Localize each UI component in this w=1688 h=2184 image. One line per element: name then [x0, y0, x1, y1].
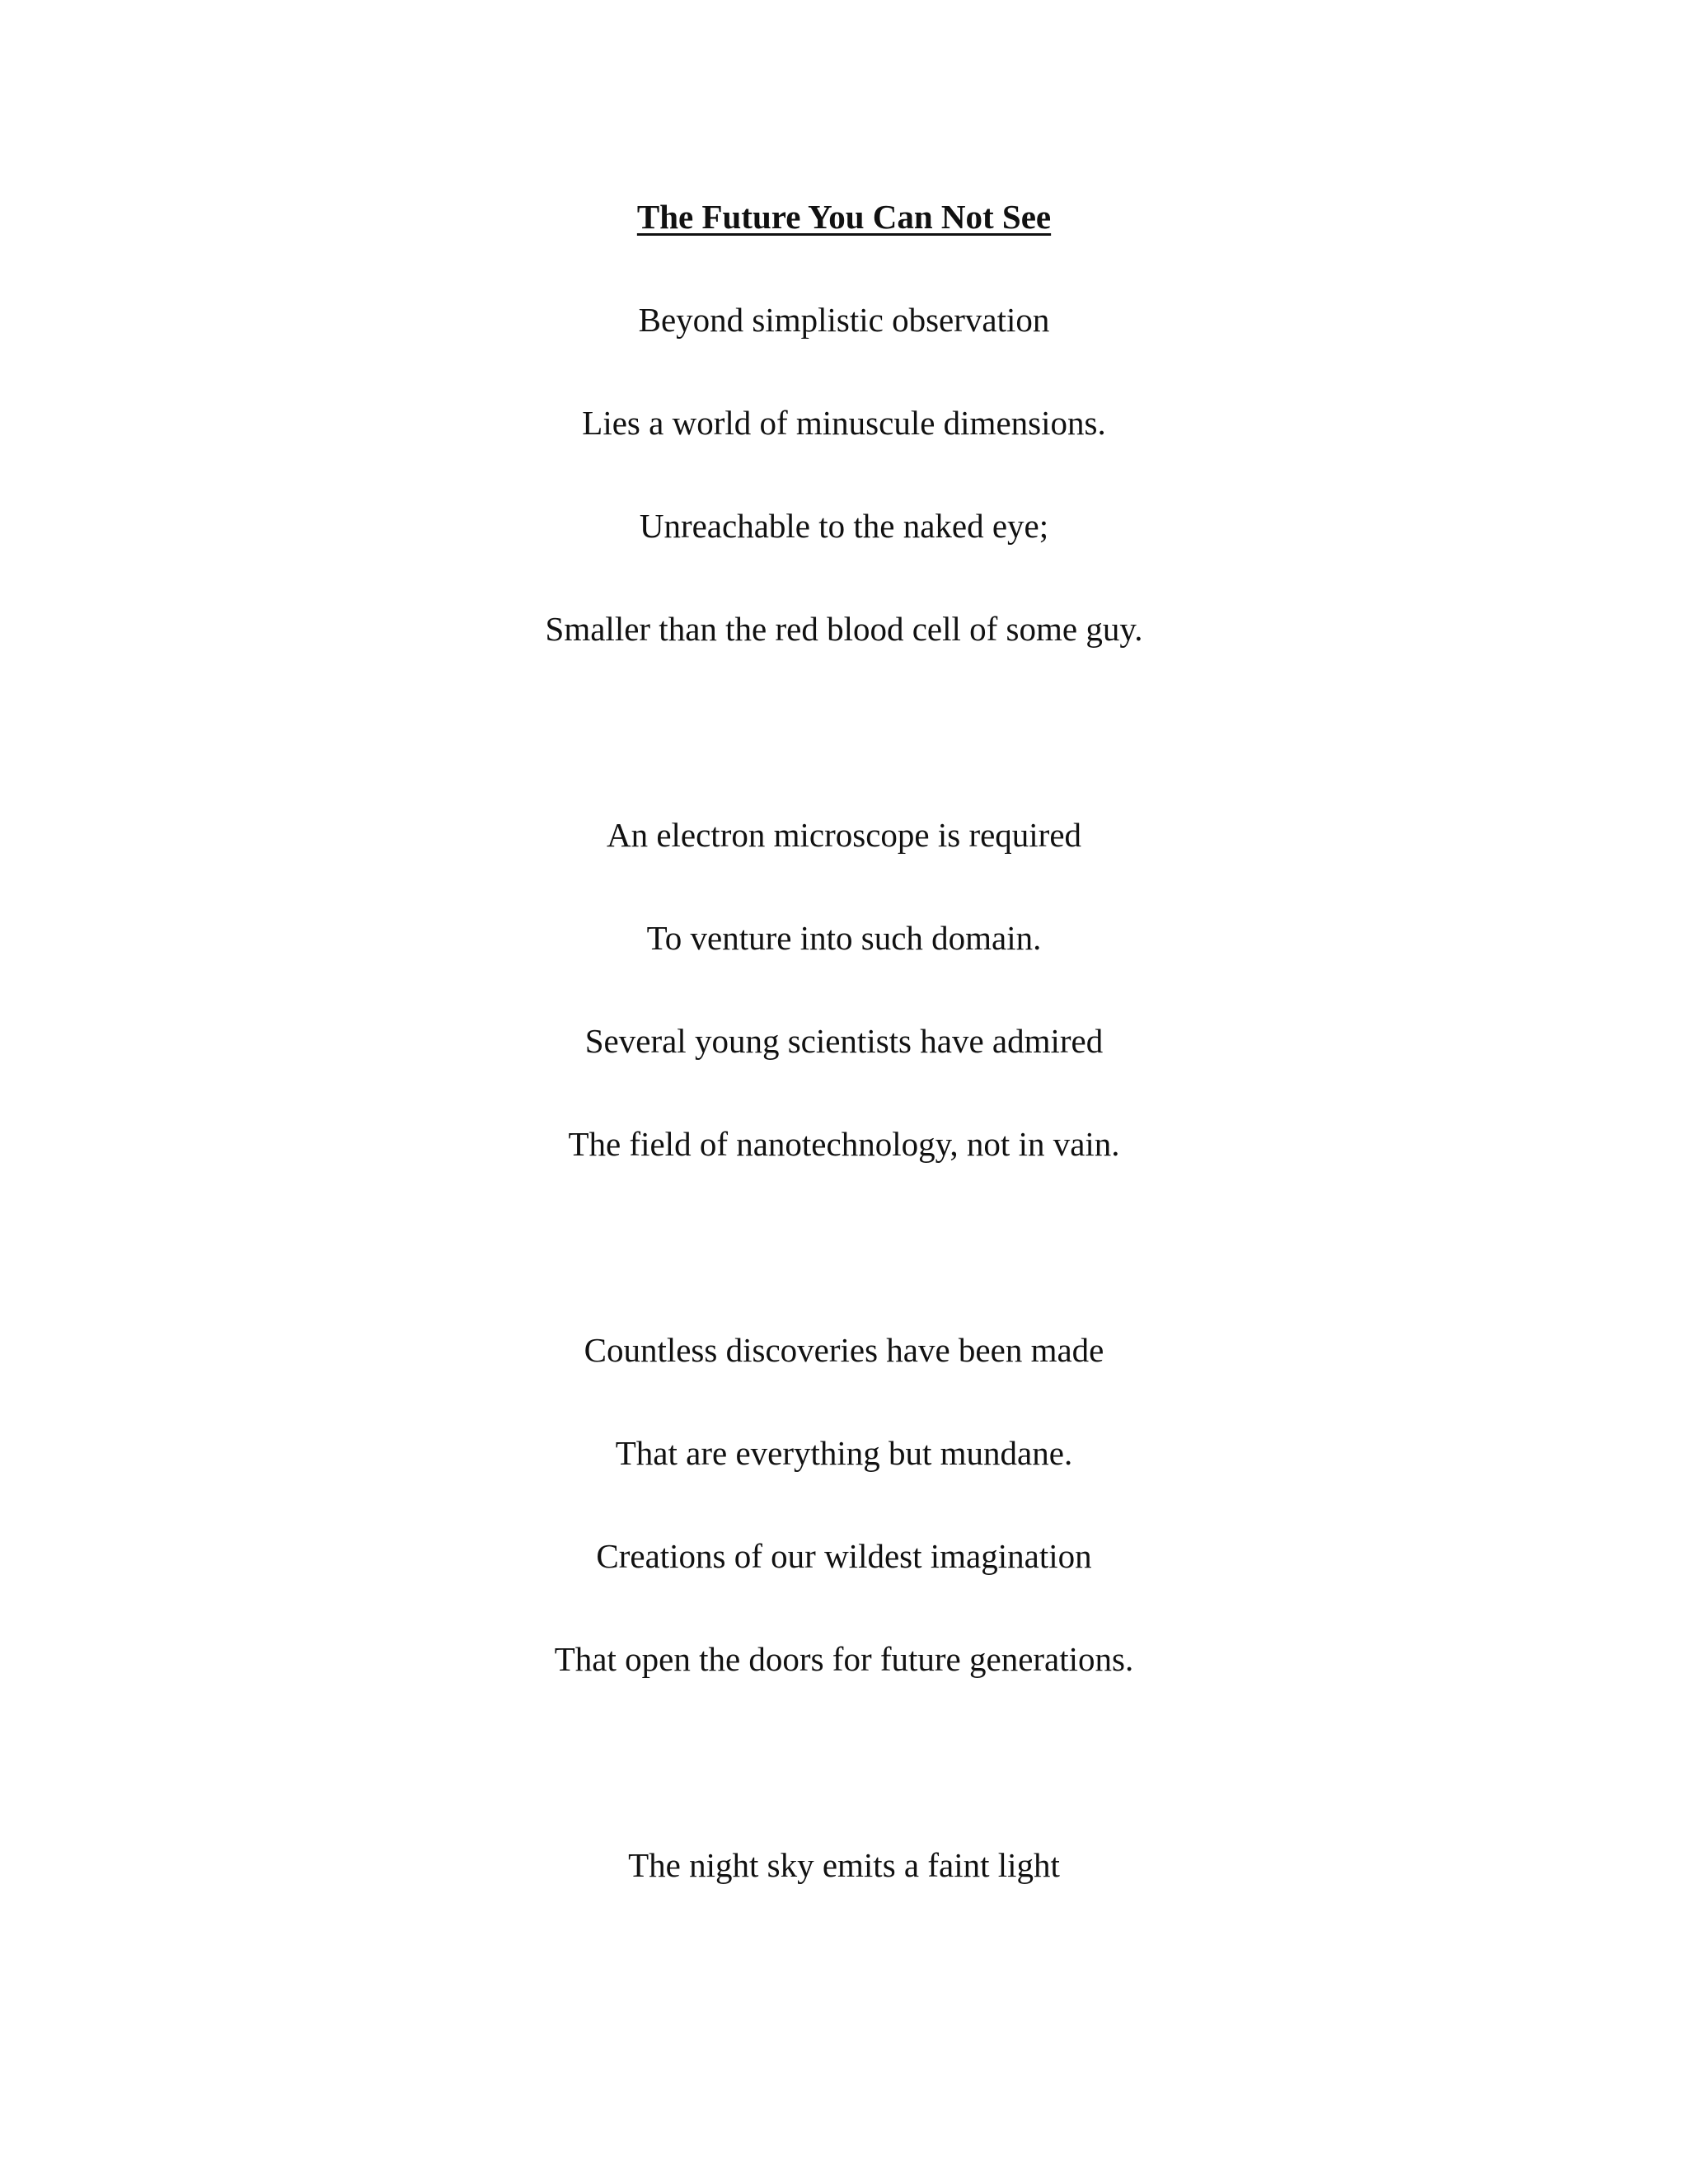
poem-line: Unreachable to the naked eye; — [639, 507, 1049, 545]
poem-line: Beyond simplistic observation — [638, 301, 1050, 339]
poem-line: To venture into such domain. — [646, 919, 1042, 957]
poem-line: Countless discoveries have been made — [584, 1331, 1104, 1369]
poem-line: That are everything but mundane. — [615, 1434, 1073, 1472]
poem-line: Lies a world of minuscule dimensions. — [582, 404, 1106, 442]
poem-line: An electron microscope is required — [606, 816, 1082, 854]
poem-line: Creations of our wildest imagination — [596, 1537, 1092, 1575]
poem-line: Several young scientists have admired — [584, 1022, 1104, 1060]
poem-line: The field of nanotechnology, not in vain. — [568, 1125, 1120, 1163]
poem-line: The night sky emits a faint light — [628, 1846, 1060, 1884]
poem-line: Smaller than the red blood cell of some guy. — [545, 610, 1143, 648]
poem-line: That open the doors for future generations. — [554, 1640, 1134, 1678]
poem-title: The Future You Can Not See — [636, 198, 1052, 236]
